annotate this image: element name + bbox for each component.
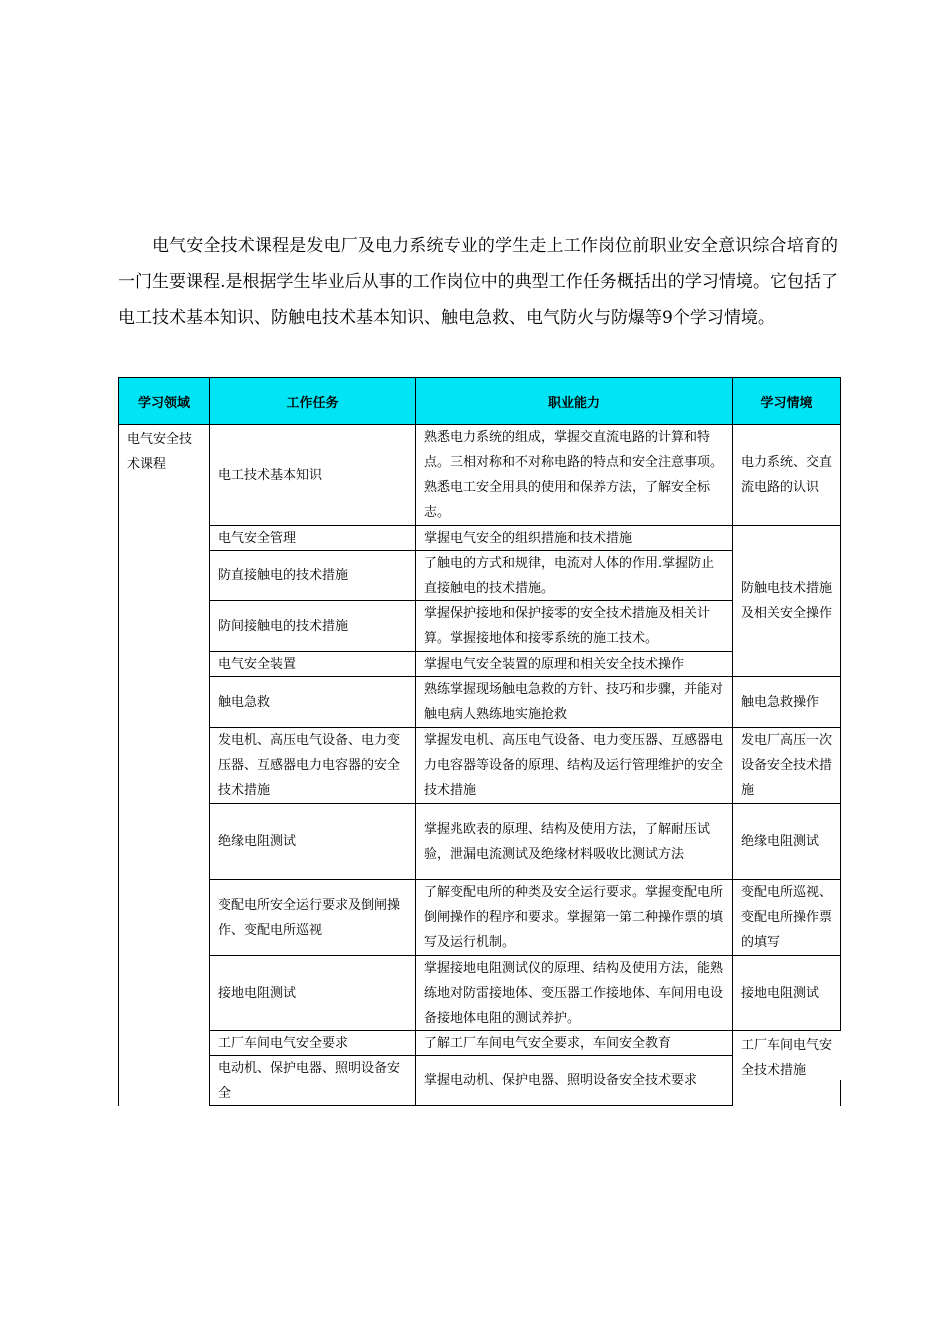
situation-cell: 接地电阻测试 — [732, 955, 841, 1031]
task-cell: 电气安全管理 — [209, 525, 416, 551]
task-cell: 电动机、保护电器、照明设备安全 — [209, 1055, 416, 1106]
ability-cell: 了解变配电所的种类及安全运行要求。掌握变配电所倒闸操作的程序和要求。掌握第一第二种操作票的填写及运行机制。 — [415, 879, 733, 956]
ability-cell: 掌握接地电阻测试仪的原理、结构及使用方法，能熟练地对防雷接地体、变压器工作接地体、车间用电设备接地体电阻的测试养护。 — [415, 955, 733, 1031]
ability-cell: 掌握保护接地和保护接零的安全技术措施及相关计算。掌握接地体和接零系统的施工技术。 — [415, 600, 733, 652]
intro-section — [118, 228, 838, 336]
header-situation: 学习情境 — [732, 377, 841, 425]
ability-cell: 了触电的方式和规律，电流对人体的作用.掌握防止直接触电的技术措施。 — [415, 550, 733, 601]
task-cell: 接地电阻测试 — [209, 955, 416, 1031]
situation-cell: 变配电所巡视、变配电所操作票的填写 — [732, 879, 841, 956]
situation-cell: 发电厂高压一次设备安全技术措施 — [732, 727, 841, 804]
situation-cell: 电力系统、交直流电路的认识 — [732, 424, 841, 526]
task-cell: 变配电所安全运行要求及倒闸操作、变配电所巡视 — [209, 879, 416, 956]
table-right-border — [840, 1080, 841, 1106]
task-cell: 触电急救 — [209, 676, 416, 728]
ability-cell: 掌握电动机、保护电器、照明设备安全技术要求 — [415, 1055, 733, 1106]
task-cell: 防间接触电的技术措施 — [209, 600, 416, 652]
task-cell: 工厂车间电气安全要求 — [209, 1030, 416, 1056]
task-cell: 电工技术基本知识 — [209, 424, 416, 526]
situation-cell: 触电急救操作 — [732, 676, 841, 728]
task-cell: 电气安全装置 — [209, 651, 416, 677]
ability-cell: 掌握发电机、高压电气设备、电力变压器、互感器电力电容器等设备的原理、结构及运行管理维护的安全技术措施 — [415, 727, 733, 804]
ability-cell: 掌握电气安全装置的原理和相关安全技术操作 — [415, 651, 733, 677]
task-cell: 发电机、高压电气设备、电力变压器、互感器电力电容器的安全技术措施 — [209, 727, 416, 804]
header-task: 工作任务 — [209, 377, 416, 425]
ability-cell: 掌握兆欧表的原理、结构及使用方法，了解耐压试验，泄漏电流测试及绝缘材料吸收比测试方法 — [415, 803, 733, 880]
header-ability: 职业能力 — [415, 377, 733, 425]
ability-cell: 掌握电气安全的组织措施和技术措施 — [415, 525, 733, 551]
task-cell: 防直接触电的技术措施 — [209, 550, 416, 601]
ability-cell: 了解工厂车间电气安全要求，车间安全教育 — [415, 1030, 733, 1056]
header-domain: 学习领域 — [118, 377, 210, 425]
situation-cell: 工厂车间电气安全技术措施 — [732, 1030, 841, 1081]
ability-cell: 熟悉电力系统的组成，掌握交直流电路的计算和特点。三相对称和不对称电路的特点和安全注意事项。熟悉电工安全用具的使用和保养方法，了解安全标志。 — [415, 424, 733, 526]
ability-cell: 熟练掌握现场触电急救的方针、技巧和步骤，并能对触电病人熟练地实施抢救 — [415, 676, 733, 728]
domain-cell: 电气安全技术课程 — [118, 424, 210, 1106]
situation-cell: 防触电技术措施及相关安全操作 — [732, 525, 841, 677]
situation-cell: 绝缘电阻测试 — [732, 803, 841, 880]
task-cell: 绝缘电阻测试 — [209, 803, 416, 880]
intro-paragraph: 电气安全技术课程是发电厂及电力系统专业的学生走上工作岗位前职业安全意识综合培育的一门生要课程.是根据学生毕业后从事的工作岗位中的典型工作任务概括出的学习情境。它包括了电工技术基本知识、防触电技术基本知识、触电急救、电气防火与防爆等9个学习情境。 — [118, 236, 838, 328]
